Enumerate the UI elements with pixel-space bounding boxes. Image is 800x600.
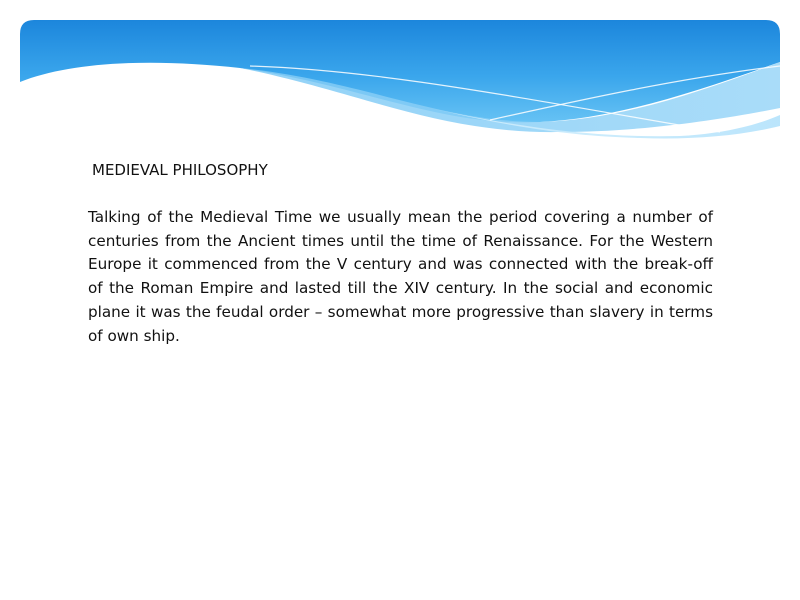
slide-body-text: Talking of the Medieval Time we usually mean the period covering a number of centuries from the Ancient times until the time of Renaissance. For the Western Europe it commenced from the V century and was connected with the break-off of the Roman Empire and lasted till the XIV century. In the social and economic plane it was the feudal order – somewhat more progressive than slavery in terms of own ship. <box>88 208 713 345</box>
slide-title: MEDIEVAL PHILOSOPHY <box>92 161 268 179</box>
header-wave-banner <box>0 0 800 150</box>
